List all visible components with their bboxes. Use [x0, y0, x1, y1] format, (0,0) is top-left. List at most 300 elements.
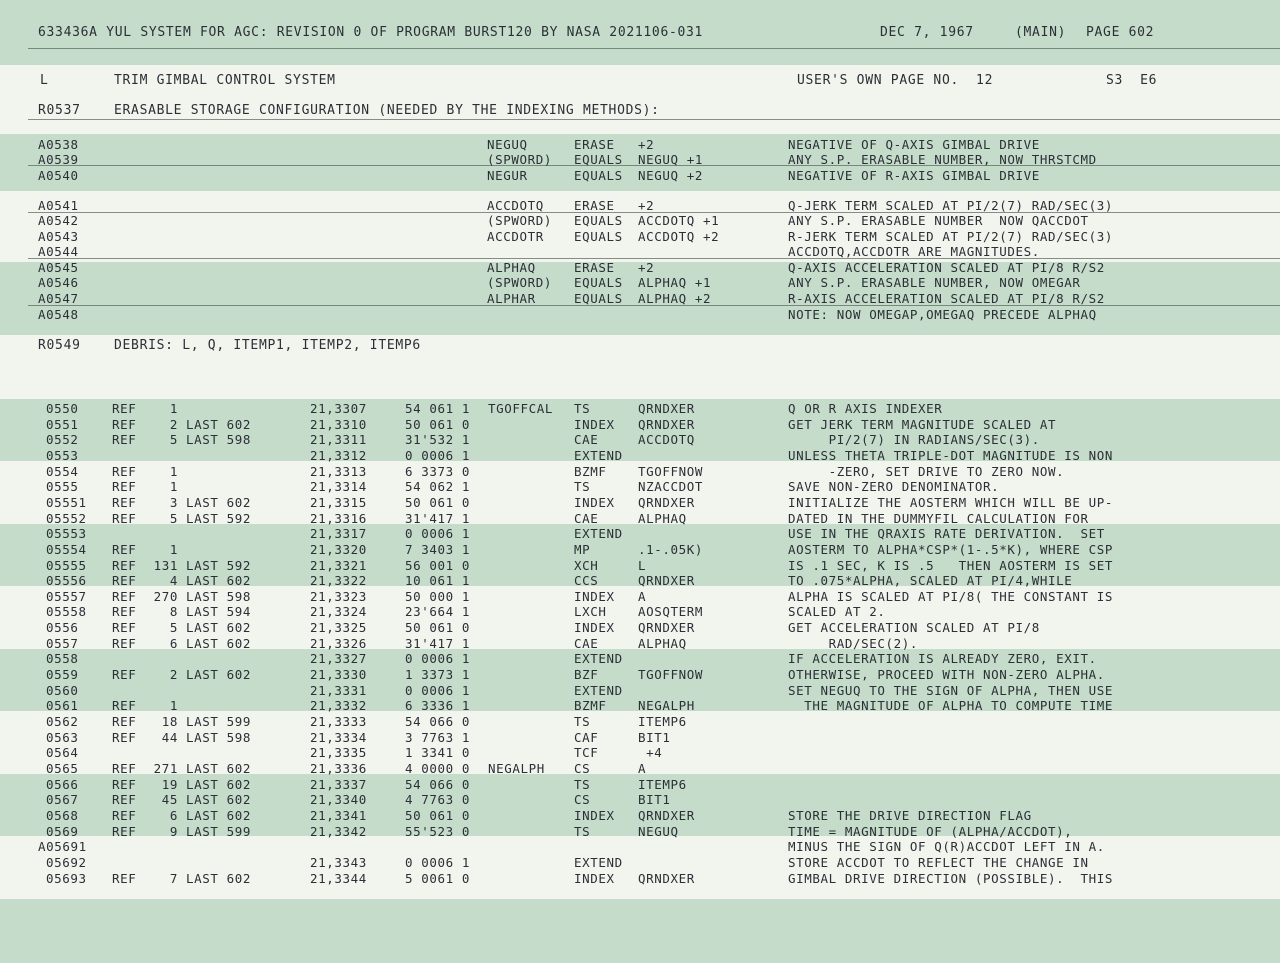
octal-word: 3 7763 1	[404, 730, 470, 745]
ref-count: 8	[169, 604, 178, 619]
octal-word: 4 0000 0	[404, 761, 470, 776]
comment: Q OR R AXIS INDEXER	[788, 401, 943, 416]
address: 21,3334	[310, 730, 367, 745]
code-row	[0, 620, 1280, 635]
comment: IF ACCELERATION IS ALREADY ZERO, EXIT.	[788, 651, 1097, 666]
ref-count: 3	[169, 495, 178, 510]
line-number: 0560	[46, 683, 79, 698]
symbol: ALPHAQ	[487, 260, 536, 275]
code-row	[0, 651, 1280, 666]
line-number: A0541	[38, 198, 79, 213]
operand: +4	[638, 745, 663, 760]
line-number: 0567	[46, 792, 79, 807]
last-ref: LAST 592	[186, 511, 252, 526]
erasable-row	[0, 275, 1280, 290]
comment: IS .1 SEC, K IS .5 THEN AOSTERM IS SET	[788, 558, 1114, 573]
line-number: A0546	[38, 275, 79, 290]
header-page: PAGE 602	[1086, 25, 1155, 40]
address: 21,3343	[310, 855, 367, 870]
comment: NEGATIVE OF R-AXIS GIMBAL DRIVE	[788, 168, 1040, 183]
ref-tag: REF	[112, 479, 137, 494]
address: 21,3323	[310, 589, 367, 604]
ref-count: 270	[153, 589, 178, 604]
opcode: BZMF	[574, 698, 607, 713]
address: 21,3324	[310, 604, 367, 619]
ref-tag: REF	[112, 698, 137, 713]
address: 21,3312	[310, 448, 367, 463]
operand: A	[638, 589, 647, 604]
erasable-row	[0, 168, 1280, 183]
ref-count: 5	[169, 511, 178, 526]
comment: -ZERO, SET DRIVE TO ZERO NOW.	[788, 464, 1065, 479]
page-header	[0, 24, 1280, 42]
octal-word: 50 061 0	[404, 417, 470, 432]
code-row	[0, 808, 1280, 823]
operand: ALPHAQ +2	[638, 291, 712, 306]
code-row	[0, 824, 1280, 839]
address: 21,3331	[310, 683, 367, 698]
line-number: 0566	[46, 777, 79, 792]
operand: NEGUQ +2	[638, 168, 704, 183]
operand: BIT1	[638, 730, 671, 745]
line-number: 05693	[46, 871, 87, 886]
erasable-row	[0, 291, 1280, 306]
ref-count: 1	[169, 401, 178, 416]
address: 21,3311	[310, 432, 367, 447]
opcode: MP	[574, 542, 591, 557]
code-row	[0, 558, 1280, 573]
code-row	[0, 448, 1280, 463]
octal-word: 1 3373 1	[404, 667, 470, 682]
address: 21,3307	[310, 401, 367, 416]
operand: TGOFFNOW	[638, 667, 704, 682]
ref-tag: REF	[112, 464, 137, 479]
bank-code: S3 E6	[1106, 73, 1158, 88]
opcode: BZMF	[574, 464, 607, 479]
address: 21,3322	[310, 573, 367, 588]
comment: Q-JERK TERM SCALED AT PI/2(7) RAD/SEC(3)	[788, 198, 1114, 213]
comment: AOSTERM TO ALPHA*CSP*(1-.5*K), WHERE CSP	[788, 542, 1114, 557]
octal-word: 4 7763 0	[404, 792, 470, 807]
debris-text: DEBRIS: L, Q, ITEMP1, ITEMP2, ITEMP6	[114, 338, 421, 353]
comment: SET NEGUQ TO THE SIGN OF ALPHA, THEN USE	[788, 683, 1114, 698]
opcode: XCH	[574, 558, 599, 573]
comment: RAD/SEC(2).	[788, 636, 919, 651]
last-ref: LAST 602	[186, 792, 252, 807]
paper-band	[0, 899, 1280, 963]
line-number: 0558	[46, 651, 79, 666]
symbol: NEGUQ	[487, 137, 528, 152]
symbol: ALPHAR	[487, 291, 536, 306]
users-page-number: USER'S OWN PAGE NO. 12	[797, 73, 994, 88]
octal-word: 5 0061 0	[404, 871, 470, 886]
code-row	[0, 432, 1280, 447]
ref-count: 271	[153, 761, 178, 776]
address: 21,3337	[310, 777, 367, 792]
code-row	[0, 855, 1280, 870]
address: 21,3340	[310, 792, 367, 807]
code-row	[0, 777, 1280, 792]
remark-text: ERASABLE STORAGE CONFIGURATION (NEEDED BY THE INDEXING METHODS):	[114, 103, 660, 118]
address: 21,3335	[310, 745, 367, 760]
line-number: A0540	[38, 168, 79, 183]
ref-tag: REF	[112, 636, 137, 651]
operand: QRNDXER	[638, 417, 695, 432]
comment: GIMBAL DRIVE DIRECTION (POSSIBLE). THIS	[788, 871, 1114, 886]
comment: SAVE NON-ZERO DENOMINATOR.	[788, 479, 1000, 494]
address: 21,3316	[310, 511, 367, 526]
last-ref: LAST 602	[186, 417, 252, 432]
last-ref: LAST 598	[186, 432, 252, 447]
opcode: CCS	[574, 573, 599, 588]
address: 21,3317	[310, 526, 367, 541]
line-number: A0547	[38, 291, 79, 306]
octal-word: 31'417 1	[404, 511, 470, 526]
opcode: EXTEND	[574, 448, 623, 463]
ref-count: 5	[169, 432, 178, 447]
ref-tag: REF	[112, 604, 137, 619]
code-row	[0, 417, 1280, 432]
operand: ALPHAQ	[638, 511, 687, 526]
operand: ACCDOTQ +2	[638, 229, 720, 244]
operand: ACCDOTQ	[638, 432, 695, 447]
line-number: 0564	[46, 745, 79, 760]
ref-count: 7	[169, 871, 178, 886]
rule-line	[28, 48, 1280, 49]
opcode: EXTEND	[574, 855, 623, 870]
operand: +2	[638, 198, 655, 213]
operand: NEGUQ +1	[638, 152, 704, 167]
opcode: LXCH	[574, 604, 607, 619]
operand: ACCDOTQ +1	[638, 213, 720, 228]
code-row	[0, 401, 1280, 416]
ref-tag: REF	[112, 808, 137, 823]
code-row	[0, 604, 1280, 619]
octal-word: 54 061 1	[404, 401, 470, 416]
line-number: 0554	[46, 464, 79, 479]
opcode: ERASE	[574, 198, 615, 213]
last-ref: LAST 602	[186, 495, 252, 510]
operand: NZACCDOT	[638, 479, 704, 494]
line-number: A0548	[38, 307, 79, 322]
opcode: EQUALS	[574, 275, 623, 290]
octal-word: 0 0006 1	[404, 448, 470, 463]
octal-word: 23'664 1	[404, 604, 470, 619]
opcode: TS	[574, 777, 591, 792]
line-number: 0553	[46, 448, 79, 463]
comment: MINUS THE SIGN OF Q(R)ACCDOT LEFT IN A.	[788, 839, 1105, 854]
line-number: A0542	[38, 213, 79, 228]
address: 21,3332	[310, 698, 367, 713]
line-number: 0551	[46, 417, 79, 432]
octal-word: 1 3341 0	[404, 745, 470, 760]
opcode: CS	[574, 761, 591, 776]
opcode: CAE	[574, 636, 599, 651]
octal-word: 55'523 0	[404, 824, 470, 839]
opcode: ERASE	[574, 137, 615, 152]
erasable-row	[0, 213, 1280, 228]
operand: AOSQTERM	[638, 604, 704, 619]
ref-tag: REF	[112, 761, 137, 776]
opcode: EQUALS	[574, 229, 623, 244]
line-number: 0550	[46, 401, 79, 416]
address: 21,3320	[310, 542, 367, 557]
ref-count: 6	[169, 808, 178, 823]
code-row	[0, 698, 1280, 713]
comment: STORE THE DRIVE DIRECTION FLAG	[788, 808, 1032, 823]
opcode: BZF	[574, 667, 599, 682]
remark-title-row	[0, 102, 1280, 120]
ref-tag: REF	[112, 495, 137, 510]
line-number: A0545	[38, 260, 79, 275]
line-number: 05555	[46, 558, 87, 573]
comment: INITIALIZE THE AOSTERM WHICH WILL BE UP-	[788, 495, 1114, 510]
last-ref: LAST 602	[186, 573, 252, 588]
line-number: 0565	[46, 761, 79, 776]
octal-word: 10 061 1	[404, 573, 470, 588]
octal-word: 31'417 1	[404, 636, 470, 651]
line-number: 05551	[46, 495, 87, 510]
operand: NEGUQ	[638, 824, 679, 839]
code-row	[0, 589, 1280, 604]
ref-count: 1	[169, 479, 178, 494]
comment: USE IN THE QRAXIS RATE DERIVATION. SET	[788, 526, 1105, 541]
octal-word: 0 0006 1	[404, 855, 470, 870]
ref-count: 18	[161, 714, 178, 729]
line-number: 0563	[46, 730, 79, 745]
comment: SCALED AT 2.	[788, 604, 886, 619]
ref-tag: REF	[112, 871, 137, 886]
opcode: TS	[574, 824, 591, 839]
ref-count: 4	[169, 573, 178, 588]
ref-count: 1	[169, 542, 178, 557]
address: 21,3315	[310, 495, 367, 510]
line-number: 05557	[46, 589, 87, 604]
opcode: CAE	[574, 432, 599, 447]
last-ref: LAST 594	[186, 604, 252, 619]
opcode: EQUALS	[574, 168, 623, 183]
line-number: 0556	[46, 620, 79, 635]
symbol: (SPWORD)	[487, 275, 553, 290]
octal-word: 31'532 1	[404, 432, 470, 447]
comment: ANY S.P. ERASABLE NUMBER, NOW THRSTCMD	[788, 152, 1097, 167]
ref-count: 2	[169, 417, 178, 432]
ref-count: 6	[169, 636, 178, 651]
operand: QRNDXER	[638, 401, 695, 416]
remark-number: R0537	[38, 103, 81, 118]
last-ref: LAST 602	[186, 808, 252, 823]
erasable-row	[0, 307, 1280, 322]
operand: .1-.05K)	[638, 542, 704, 557]
address: 21,3310	[310, 417, 367, 432]
address: 21,3314	[310, 479, 367, 494]
octal-word: 50 061 0	[404, 495, 470, 510]
comment: NOTE: NOW OMEGAP,OMEGAQ PRECEDE ALPHAQ	[788, 307, 1097, 322]
address: 21,3326	[310, 636, 367, 651]
comment: ANY S.P. ERASABLE NUMBER, NOW OMEGAR	[788, 275, 1081, 290]
opcode: CAE	[574, 511, 599, 526]
address: 21,3325	[310, 620, 367, 635]
opcode: EQUALS	[574, 152, 623, 167]
opcode: EQUALS	[574, 291, 623, 306]
opcode: TS	[574, 479, 591, 494]
operand: ITEMP6	[638, 777, 687, 792]
line-number: A0538	[38, 137, 79, 152]
operand: QRNDXER	[638, 573, 695, 588]
octal-word: 6 3336 1	[404, 698, 470, 713]
comment: ALPHA IS SCALED AT PI/8( THE CONSTANT IS	[788, 589, 1114, 604]
line-number: 05553	[46, 526, 87, 541]
comment: TO .075*ALPHA, SCALED AT PI/4,WHILE	[788, 573, 1073, 588]
octal-word: 50 061 0	[404, 620, 470, 635]
ref-tag: REF	[112, 573, 137, 588]
line-number: 05552	[46, 511, 87, 526]
code-row	[0, 761, 1280, 776]
code-row	[0, 730, 1280, 745]
opcode: EXTEND	[574, 651, 623, 666]
ref-tag: REF	[112, 511, 137, 526]
code-row	[0, 464, 1280, 479]
operand: ITEMP6	[638, 714, 687, 729]
comment: R-AXIS ACCELERATION SCALED AT PI/8 R/S2	[788, 291, 1105, 306]
ref-tag: REF	[112, 777, 137, 792]
code-row	[0, 745, 1280, 760]
erasable-row	[0, 137, 1280, 152]
comment: GET JERK TERM MAGNITUDE SCALED AT	[788, 417, 1057, 432]
opcode: EXTEND	[574, 526, 623, 541]
octal-word: 7 3403 1	[404, 542, 470, 557]
operand: TGOFFNOW	[638, 464, 704, 479]
operand: QRNDXER	[638, 808, 695, 823]
code-row	[0, 839, 1280, 854]
ref-count: 5	[169, 620, 178, 635]
comment: NEGATIVE OF Q-AXIS GIMBAL DRIVE	[788, 137, 1040, 152]
line-number: 0555	[46, 479, 79, 494]
header-mode: (MAIN)	[1015, 25, 1067, 40]
line-number: A0543	[38, 229, 79, 244]
ref-count: 1	[169, 464, 178, 479]
octal-word: 54 066 0	[404, 714, 470, 729]
opcode: CS	[574, 792, 591, 807]
last-ref: LAST 598	[186, 589, 252, 604]
opcode: INDEX	[574, 495, 615, 510]
operand: L	[638, 558, 647, 573]
comment: DATED IN THE DUMMYFIL CALCULATION FOR	[788, 511, 1089, 526]
operand: +2	[638, 260, 655, 275]
code-row	[0, 667, 1280, 682]
header-title: 633436A YUL SYSTEM FOR AGC: REVISION 0 OF PROGRAM BURST120 BY NASA 2021106-031	[38, 25, 704, 40]
last-ref: LAST 592	[186, 558, 252, 573]
opcode: INDEX	[574, 620, 615, 635]
ref-tag: REF	[112, 824, 137, 839]
label: TGOFFCAL	[488, 401, 554, 416]
comment: OTHERWISE, PROCEED WITH NON-ZERO ALPHA.	[788, 667, 1105, 682]
operand: A	[638, 761, 647, 776]
line-number: A05691	[38, 839, 87, 854]
section-title: TRIM GIMBAL CONTROL SYSTEM	[114, 73, 336, 88]
opcode: INDEX	[574, 589, 615, 604]
opcode: EXTEND	[574, 683, 623, 698]
octal-word: 0 0006 1	[404, 651, 470, 666]
line-number: 05558	[46, 604, 87, 619]
line-number: 05554	[46, 542, 87, 557]
last-ref: LAST 602	[186, 777, 252, 792]
opcode: TS	[574, 401, 591, 416]
octal-word: 50 061 0	[404, 808, 470, 823]
last-ref: LAST 602	[186, 620, 252, 635]
opcode: TS	[574, 714, 591, 729]
opcode: ERASE	[574, 260, 615, 275]
comment: R-JERK TERM SCALED AT PI/2(7) RAD/SEC(3)	[788, 229, 1114, 244]
ref-count: 45	[161, 792, 178, 807]
sub-header	[0, 72, 1280, 90]
comment: THE MAGNITUDE OF ALPHA TO COMPUTE TIME	[788, 698, 1114, 713]
last-ref: LAST 599	[186, 824, 252, 839]
ref-tag: REF	[112, 792, 137, 807]
line-number: 0562	[46, 714, 79, 729]
last-ref: LAST 602	[186, 761, 252, 776]
opcode: TCF	[574, 745, 599, 760]
address: 21,3341	[310, 808, 367, 823]
address: 21,3321	[310, 558, 367, 573]
header-date: DEC 7, 1967	[880, 25, 974, 40]
line-number: 0569	[46, 824, 79, 839]
operand: QRNDXER	[638, 620, 695, 635]
opcode: INDEX	[574, 871, 615, 886]
address: 21,3333	[310, 714, 367, 729]
ref-count: 9	[169, 824, 178, 839]
erasable-row	[0, 229, 1280, 244]
line-number: 05556	[46, 573, 87, 588]
ref-tag: REF	[112, 667, 137, 682]
operand: QRNDXER	[638, 495, 695, 510]
comment: STORE ACCDOT TO REFLECT THE CHANGE IN	[788, 855, 1089, 870]
line-number: A0539	[38, 152, 79, 167]
symbol: (SPWORD)	[487, 213, 553, 228]
line-number: 0568	[46, 808, 79, 823]
operand: BIT1	[638, 792, 671, 807]
last-ref: LAST 599	[186, 714, 252, 729]
operand: QRNDXER	[638, 871, 695, 886]
octal-word: 0 0006 1	[404, 683, 470, 698]
opcode: INDEX	[574, 417, 615, 432]
code-row	[0, 511, 1280, 526]
code-row	[0, 542, 1280, 557]
line-number: 05692	[46, 855, 87, 870]
opcode: INDEX	[574, 808, 615, 823]
code-row	[0, 636, 1280, 651]
operand: ALPHAQ	[638, 636, 687, 651]
ref-tag: REF	[112, 620, 137, 635]
operand: +2	[638, 137, 655, 152]
last-ref: LAST 602	[186, 667, 252, 682]
address: 21,3344	[310, 871, 367, 886]
code-row	[0, 479, 1280, 494]
line-number: 0559	[46, 667, 79, 682]
debris-number: R0549	[38, 338, 81, 353]
code-row	[0, 871, 1280, 886]
operand: ALPHAQ +1	[638, 275, 712, 290]
address: 21,3342	[310, 824, 367, 839]
line-number: A0544	[38, 244, 79, 259]
log-code: L	[40, 73, 49, 88]
ref-tag: REF	[112, 714, 137, 729]
comment: ACCDOTQ,ACCDOTR ARE MAGNITUDES.	[788, 244, 1040, 259]
comment: TIME = MAGNITUDE OF (ALPHA/ACCDOT),	[788, 824, 1073, 839]
symbol: NEGUR	[487, 168, 528, 183]
octal-word: 54 066 0	[404, 777, 470, 792]
code-row	[0, 683, 1280, 698]
